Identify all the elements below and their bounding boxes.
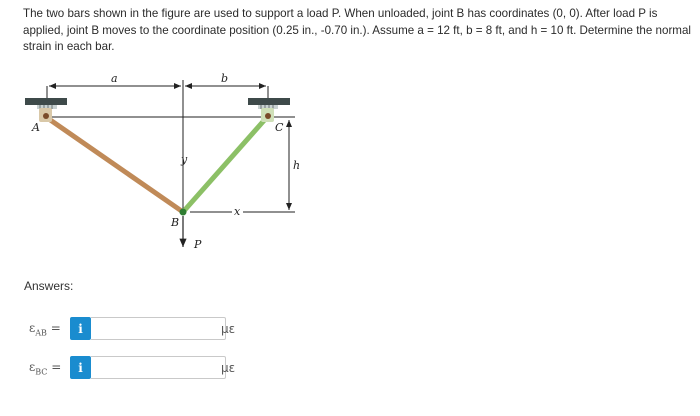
label-A: A — [32, 121, 40, 134]
pin-a — [39, 108, 52, 122]
support-a — [25, 98, 67, 109]
pin-c — [261, 108, 274, 122]
problem-statement: The two bars shown in the figure are used to support a load P. When unloaded, joint B has coordinates (0, 0). After load P is applied, joint B moves to the coordinate position (0.25 in., -0.70 in.). Assume a = 12 ft, b = 8 ft, and h = 10 ft. Determine the normal strain in each bar. — [23, 7, 691, 53]
dimension-a-b — [47, 86, 268, 98]
joint-b — [180, 209, 187, 216]
label-y: y — [181, 153, 188, 166]
bar-ab — [46, 117, 183, 212]
label-h: h — [293, 159, 301, 172]
unit-label: με — [221, 361, 236, 375]
strain-bc-label: $\varepsilon_{BC}$ = — [29, 360, 62, 377]
strain-bc-input[interactable] — [91, 356, 226, 379]
info-icon[interactable]: i — [70, 317, 91, 340]
strain-ab-label: $\varepsilon_{AB}$ = — [29, 321, 61, 338]
answer-row-bc — [0, 356, 260, 382]
label-B: B — [171, 216, 180, 229]
label-P: P — [194, 238, 202, 251]
answers-heading: Answers: — [24, 279, 74, 293]
support-c — [248, 98, 290, 109]
info-icon[interactable]: i — [70, 356, 91, 379]
unit-label: με — [221, 322, 236, 336]
bar-bc — [183, 116, 268, 212]
strain-ab-input[interactable] — [91, 317, 226, 340]
label-b: b — [221, 72, 229, 85]
label-x: x — [234, 205, 241, 218]
label-a: a — [111, 72, 118, 85]
label-C: C — [275, 121, 284, 134]
answer-row-ab — [0, 317, 260, 343]
